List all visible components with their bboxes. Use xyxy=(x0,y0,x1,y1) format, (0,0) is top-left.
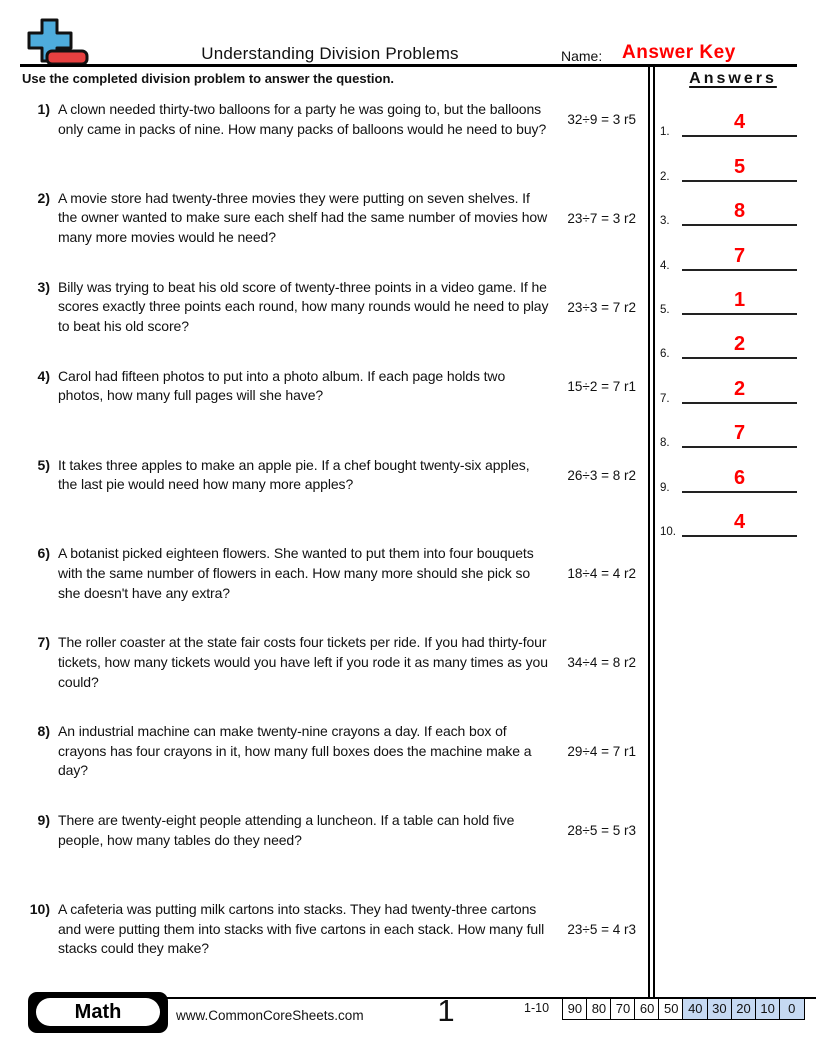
problem-equation: 29÷4 = 7 r1 xyxy=(567,744,636,760)
answer-number: 4. xyxy=(660,259,670,272)
answer-value: 4 xyxy=(733,510,746,533)
score-cell: 70 xyxy=(610,998,636,1020)
answers-panel xyxy=(657,68,809,539)
problem-text: There are twenty-eight people attending a luncheon. If a table can hold five people, how many tables do they need? xyxy=(58,812,515,848)
problem-number: 3) xyxy=(37,278,50,295)
score-cell: 60 xyxy=(634,998,660,1020)
answer-value: 5 xyxy=(733,155,746,178)
problem-row xyxy=(22,811,636,900)
problem-number: 10) xyxy=(29,901,50,918)
problem-equation: 23÷3 = 7 r2 xyxy=(567,299,636,315)
problem-equation: 15÷2 = 7 r1 xyxy=(567,378,636,394)
plus-minus-logo xyxy=(26,17,90,67)
header-divider xyxy=(20,64,797,67)
problem-row xyxy=(22,900,636,989)
answer-number: 2. xyxy=(660,170,670,183)
problem-text: A botanist picked eighteen flowers. She wanted to put them into four bouquets with the same number of flowers in each. How many more should she pick so she doesn't have any extra? xyxy=(58,545,534,601)
answer-item xyxy=(657,450,809,494)
answer-blank-line xyxy=(682,491,797,493)
problem-row xyxy=(22,456,636,545)
score-cell: 80 xyxy=(586,998,612,1020)
answer-value: 2 xyxy=(733,377,746,400)
answer-blank-line xyxy=(682,446,797,448)
problem-equation: 18÷4 = 4 r2 xyxy=(567,566,636,582)
problem-row xyxy=(22,278,636,367)
problem-text: Carol had fifteen photos to put into a photo album. If each page holds two photos, how many full pages will she have? xyxy=(58,367,506,404)
problem-equation: 32÷9 = 3 r5 xyxy=(567,112,636,128)
answer-blank-line xyxy=(682,402,797,404)
answers-title: Answers xyxy=(689,70,777,87)
problem-row xyxy=(22,544,636,633)
answer-item xyxy=(657,273,809,317)
answer-key-text: Answer Key xyxy=(622,42,736,63)
problem-number: 4) xyxy=(37,367,50,384)
subject-badge xyxy=(28,992,168,1033)
problem-equation: 23÷7 = 3 r2 xyxy=(567,210,636,226)
answer-number: 3. xyxy=(660,215,670,228)
page-title: Understanding Division Problems xyxy=(201,44,459,63)
problem-row xyxy=(22,722,636,811)
answer-number: 7. xyxy=(660,392,670,405)
problem-row xyxy=(22,100,636,189)
score-cell: 50 xyxy=(658,998,684,1020)
problem-equation: 23÷5 = 4 r3 xyxy=(567,921,636,937)
answers-column-divider xyxy=(648,66,655,998)
subject-badge-label: Math xyxy=(36,998,160,1026)
score-grid xyxy=(562,998,805,1020)
answer-item xyxy=(657,228,809,272)
score-cell: 10 xyxy=(755,998,781,1020)
problem-number: 9) xyxy=(37,812,50,829)
problem-row xyxy=(22,633,636,722)
website-link[interactable]: www.CommonCoreSheets.com xyxy=(176,1008,364,1023)
answer-number: 8. xyxy=(660,437,670,450)
answer-item xyxy=(657,184,809,228)
answer-blank-line xyxy=(682,357,797,359)
problem-row xyxy=(22,367,636,456)
problem-text: The roller coaster at the state fair costs four tickets per ride. If you had thirty-four tickets, how many tickets would you have left if you rode it as many times as you could? xyxy=(58,634,548,690)
score-cell: 90 xyxy=(562,998,588,1020)
problem-equation: 28÷5 = 5 r3 xyxy=(567,823,636,839)
answer-value: 7 xyxy=(733,422,746,445)
problem-text: It takes three apples to make an apple pie. If a chef bought twenty-six apples, the last pie would need how many more apples? xyxy=(58,456,530,493)
score-cell: 0 xyxy=(779,998,805,1020)
problem-text: A movie store had twenty-three movies they were putting on seven shelves. If the owner wanted to make sure each shelf had the same number of movies how many more movies would he need? xyxy=(58,189,548,246)
problem-number: 1) xyxy=(37,101,50,117)
problem-text: A cafeteria was putting milk cartons into stacks. They had twenty-three cartons and were putting them into stacks with five cartons in each stack. How many full stacks could they make? xyxy=(58,901,545,957)
answer-blank-line xyxy=(682,535,797,537)
problem-number: 5) xyxy=(37,456,50,473)
answer-blank-line xyxy=(682,224,797,226)
problem-equation: 26÷3 = 8 r2 xyxy=(567,467,636,483)
problem-equation: 34÷4 = 8 r2 xyxy=(567,655,636,671)
problem-number: 2) xyxy=(37,189,50,206)
answer-value: 4 xyxy=(733,111,746,134)
answer-number: 6. xyxy=(660,348,670,361)
problem-text: An industrial machine can make twenty-nine crayons a day. If each box of crayons has four crayons in it, how many full boxes does the machine make a day? xyxy=(58,723,532,779)
problem-row xyxy=(22,189,636,278)
problem-number: 6) xyxy=(37,545,50,562)
answer-item xyxy=(657,495,809,539)
plus-minus-icon xyxy=(26,17,90,67)
answer-item xyxy=(657,95,809,139)
answer-blank-line xyxy=(682,180,797,182)
answer-value: 1 xyxy=(733,288,746,311)
score-cell: 40 xyxy=(682,998,708,1020)
answer-item xyxy=(657,139,809,183)
answer-blank-line xyxy=(682,313,797,315)
problem-text: A clown needed thirty-two balloons for a party he was going to, but the balloons only came in packs of nine. How many packs of balloons would he need to buy? xyxy=(58,101,547,137)
score-range-label: 1-10 xyxy=(524,1001,550,1015)
answer-value: 7 xyxy=(733,244,746,267)
score-cell: 30 xyxy=(707,998,733,1020)
instruction-text: Use the completed division problem to answer the question. xyxy=(22,71,395,86)
answer-blank-line xyxy=(682,135,797,137)
problems-list xyxy=(22,100,636,989)
answer-blank-line xyxy=(682,269,797,271)
answer-value: 8 xyxy=(733,200,746,223)
score-cell: 20 xyxy=(731,998,757,1020)
answer-value: 6 xyxy=(733,466,746,489)
answer-value: 2 xyxy=(733,333,746,356)
page-number: 1 xyxy=(437,993,455,1028)
problem-number: 7) xyxy=(37,634,50,651)
answer-number: 1. xyxy=(660,126,670,139)
answer-item xyxy=(657,317,809,361)
answer-item xyxy=(657,406,809,450)
answer-number: 9. xyxy=(660,481,670,494)
answers-list xyxy=(657,95,809,539)
problem-text: Billy was trying to beat his old score of twenty-three points in a video game. If he scores exactly three points each round, how many rounds would he need to play to beat his old score? xyxy=(58,278,549,334)
problem-number: 8) xyxy=(37,723,50,740)
name-label: Name: xyxy=(561,48,603,64)
answer-number: 10. xyxy=(660,525,676,538)
answer-item xyxy=(657,361,809,405)
answer-number: 5. xyxy=(660,303,670,316)
